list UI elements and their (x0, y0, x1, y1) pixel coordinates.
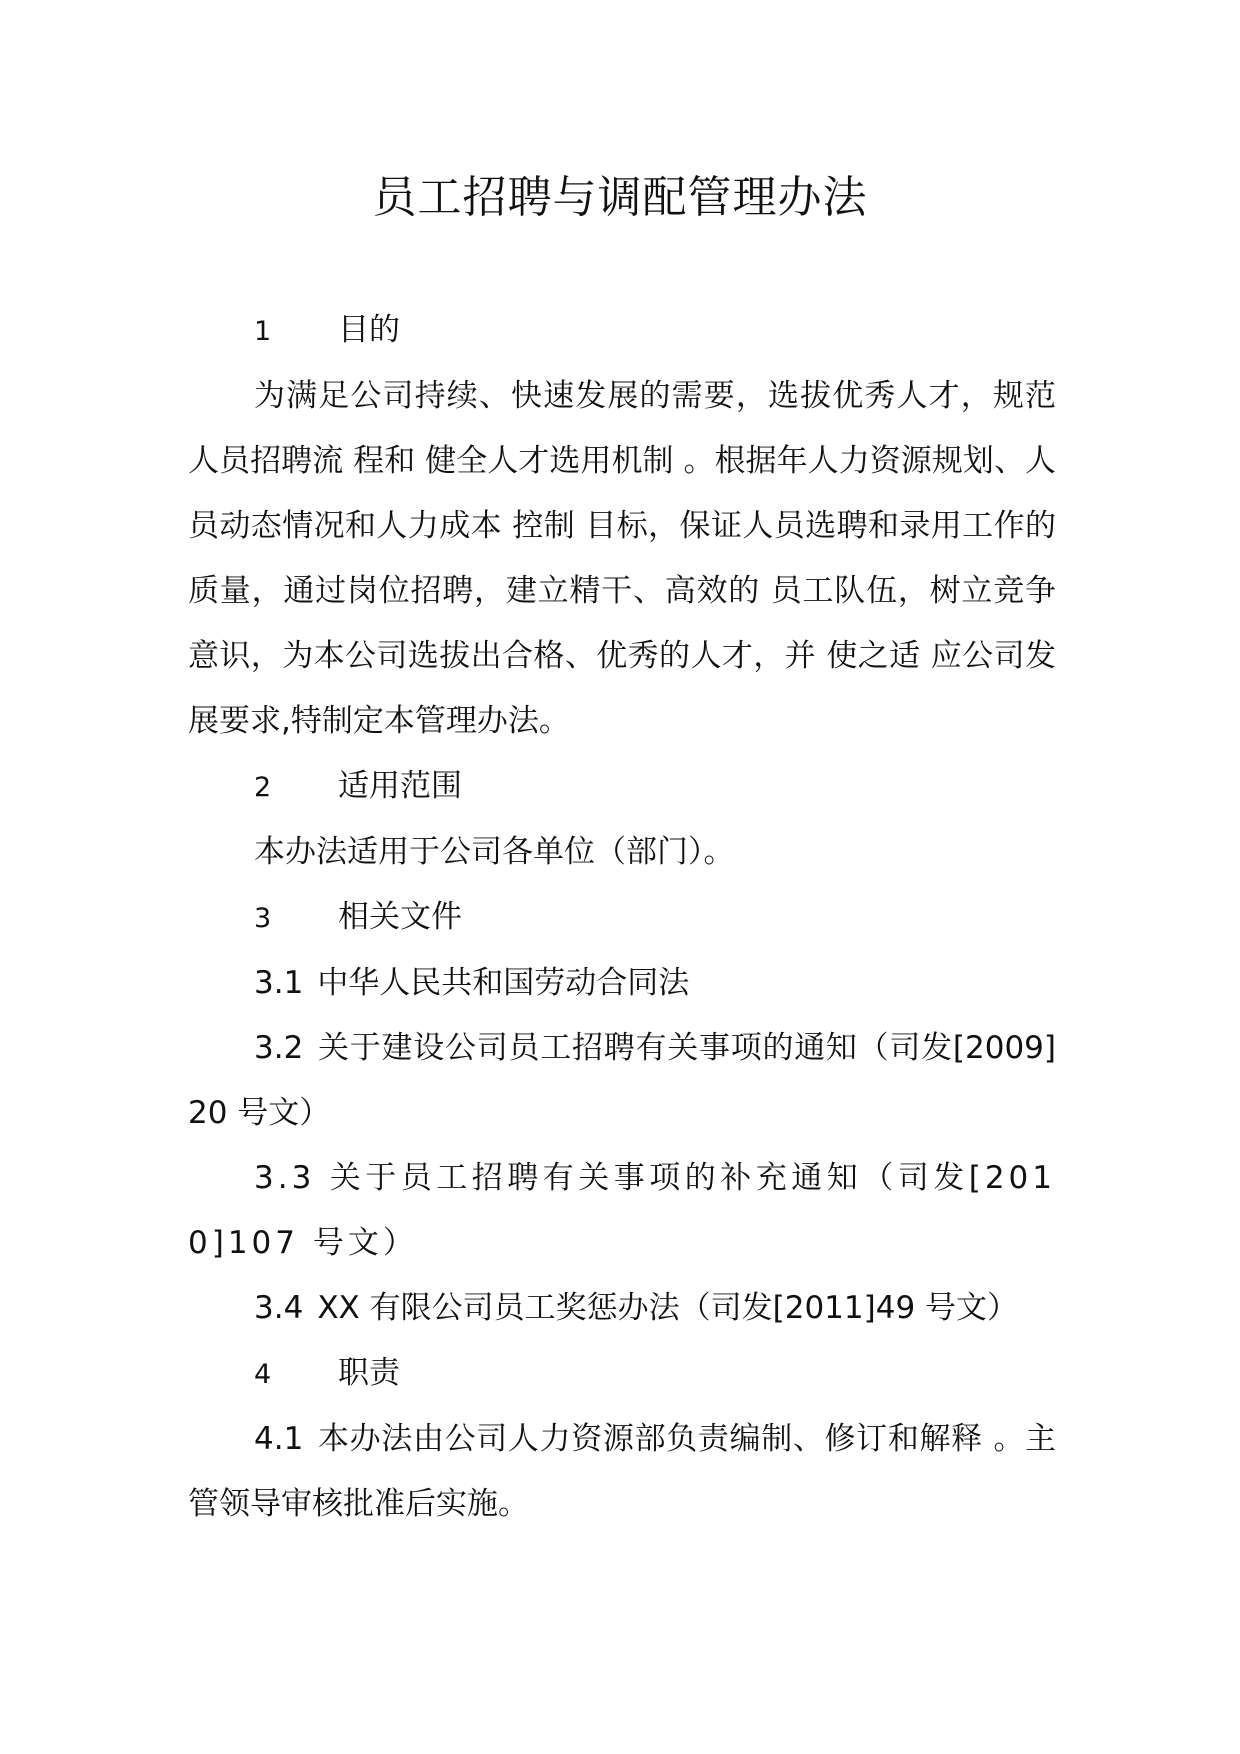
item-text: 关于建设公司员工招聘有关事项的通知（司发[2009]20 号文） (188, 1030, 1056, 1131)
section-heading-scope (188, 754, 1056, 820)
item-text: 中华人民共和国劳动合同法 (317, 965, 690, 1001)
list-item (188, 1407, 1056, 1537)
list-item (188, 1276, 1056, 1341)
document-body (188, 298, 1056, 1537)
section-paragraph-scope: 本办法适用于公司各单位（部门）。 (254, 834, 735, 870)
section-number: 4 (254, 1359, 272, 1390)
section-heading-text: 目的 (338, 312, 400, 348)
section-number: 3 (254, 903, 272, 934)
section-heading-responsibilities (188, 1341, 1056, 1407)
section-heading-related-documents (188, 885, 1056, 951)
section-heading-text: 职责 (338, 1355, 400, 1391)
item-number: 4.1 (254, 1421, 304, 1457)
item-number: 3.3 (254, 1160, 316, 1196)
item-text: 本办法由公司人力资源部负责编制、修订和解释 。主管领导审核批准后实施。 (188, 1421, 1056, 1522)
document-title: 员工招聘与调配管理办法 (372, 172, 868, 223)
list-item (188, 1146, 1056, 1276)
section-number: 1 (254, 316, 272, 347)
section-heading-purpose (188, 298, 1056, 364)
list-item (188, 951, 1056, 1016)
item-text: 关于员工招聘有关事项的补充通知（司发[2010]107 号文） (188, 1160, 1056, 1261)
section-paragraph-purpose: 为满足公司持续、快速发展的需要，选拔优秀人才，规范人员招聘流 程和 健全人才选用机制 。根据年人力资源规划、人员动态情况和人力成本 控制 目标，保证人员选聘和录用工作的质量，通过岗位招聘，建立精干、高效的 员工队伍，树立竞争意识，为本公司选拔出合格、优秀的人才，并 使之适 应公司发展要求,特制定本管理办法。 (188, 378, 1056, 739)
section-heading-text: 适用范围 (338, 768, 462, 804)
section-number: 2 (254, 772, 272, 803)
section-heading-text: 相关文件 (338, 899, 462, 935)
item-number: 3.4 (254, 1290, 304, 1326)
item-number: 3.2 (254, 1030, 304, 1066)
item-number: 3.1 (254, 965, 304, 1001)
list-item (188, 1016, 1056, 1146)
item-text: XX 有限公司员工奖惩办法（司发[2011]49 号文） (317, 1290, 1019, 1326)
